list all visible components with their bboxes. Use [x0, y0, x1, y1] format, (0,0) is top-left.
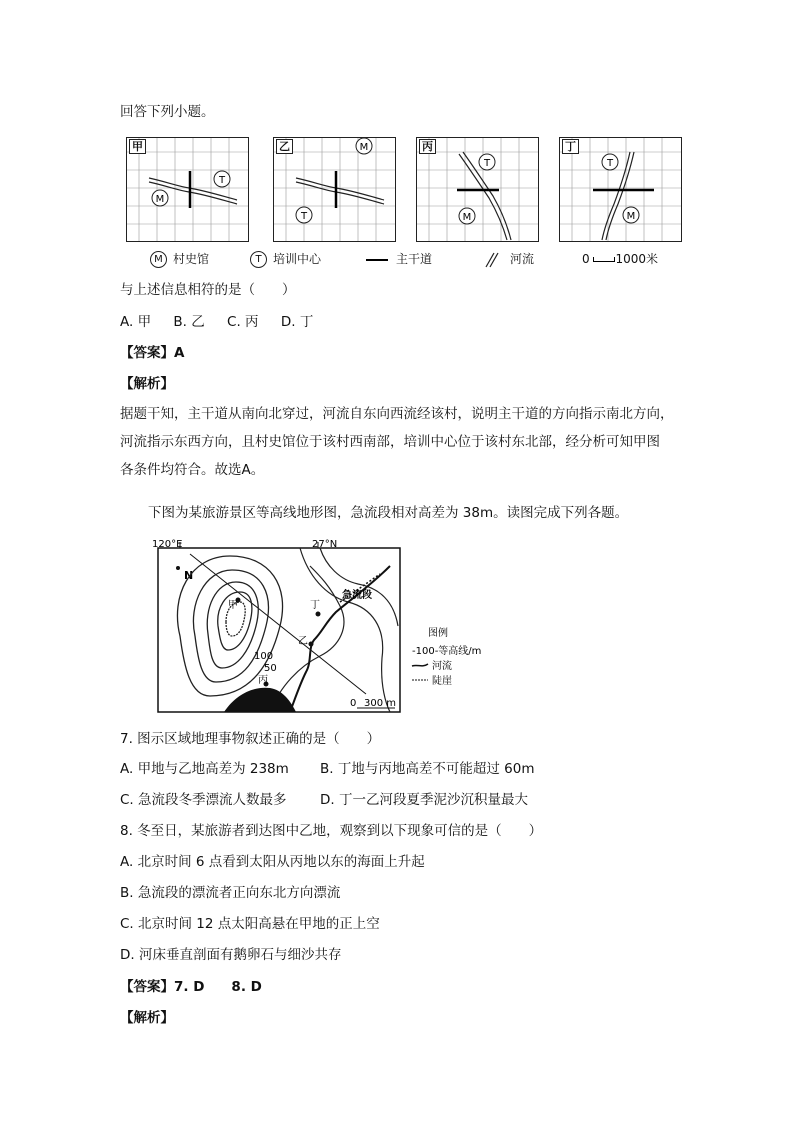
contour-map	[150, 536, 482, 716]
road-symbol	[366, 259, 388, 261]
panel-bing	[416, 137, 539, 242]
map-legend-contour: -100-等高线/m	[412, 646, 482, 657]
q1-analysis-line: 各条件均符合。故选A。	[120, 462, 265, 478]
rapids-label: 急流段	[342, 590, 372, 601]
map-legend-cliff: 陡崖	[432, 676, 452, 687]
svg-text:T: T	[218, 175, 226, 186]
legend-museum-label: 村史馆	[173, 252, 210, 266]
q8-stem: 8. 冬至日，某旅游者到达图中乙地，观察到以下现象可信的是（ ）	[120, 823, 543, 839]
panel-label: 丁	[562, 139, 579, 154]
training-symbol: T	[250, 251, 267, 268]
svg-text:M: M	[155, 194, 165, 205]
q1-option-b: B. 乙	[173, 314, 205, 330]
q1-option-c: C. 丙	[227, 314, 259, 330]
svg-text:M: M	[359, 142, 369, 153]
yi-label: 乙	[298, 636, 308, 647]
lat-label: 27°N	[312, 539, 338, 550]
legend-road-label: 主干道	[396, 252, 433, 266]
q1-option-a: A. 甲	[120, 314, 152, 330]
svg-text:M: M	[462, 212, 472, 223]
jia-label: 甲	[228, 600, 238, 611]
q1-analysis-title: 【解析】	[120, 376, 174, 392]
legend-museum	[150, 250, 209, 268]
passage2: 下图为某旅游景区等高线地形图，急流段相对高差为 38m。读图完成下列各题。	[148, 505, 629, 521]
q1-options	[120, 313, 331, 331]
answer2: 【答案】7. D 8. D	[120, 979, 262, 995]
legend-river	[482, 250, 534, 268]
scale-zero: 0	[582, 252, 590, 266]
map-legend-river: 河流	[432, 661, 452, 672]
bing-label: 丙	[258, 675, 268, 686]
svg-text:T: T	[483, 158, 491, 169]
svg-text:M: M	[626, 211, 636, 222]
map-scale-zero: 0	[350, 698, 357, 709]
q7-option-d: D. 丁一乙河段夏季泥沙沉积量最大	[320, 792, 528, 808]
panel-label: 丙	[419, 139, 436, 154]
q8-option-b: B. 急流段的漂流者正向东北方向漂流	[120, 885, 341, 901]
svg-text:T: T	[300, 211, 308, 222]
q1-analysis	[120, 400, 680, 484]
panel-label: 甲	[129, 139, 146, 154]
north-label: N	[184, 569, 194, 582]
scale-value: 1000米	[615, 252, 659, 266]
q1-option-d: D. 丁	[280, 314, 314, 330]
scale-bar	[593, 257, 615, 262]
q8-option-a: A. 北京时间 6 点看到太阳从丙地以东的海面上升起	[120, 854, 425, 870]
legend-river-label: 河流	[510, 252, 535, 266]
q7-option-c: C. 急流段冬季漂流人数最多	[120, 792, 287, 808]
legend-road	[366, 250, 432, 268]
svg-text:T: T	[606, 158, 614, 169]
q7-stem: 7. 图示区域地理事物叙述正确的是（ ）	[120, 731, 381, 747]
panel-jia	[126, 137, 249, 242]
q1-analysis-line: 据题干知，主干道从南向北穿过，河流自东向西流经该村，说明主干道的方向指示南北方向，	[120, 406, 674, 422]
panel-ding	[559, 137, 682, 242]
panel-label: 乙	[276, 139, 293, 154]
map-scale-value: 300 m	[364, 698, 397, 709]
q8-option-c: C. 北京时间 12 点太阳高悬在甲地的正上空	[120, 916, 380, 932]
ding-label: 丁	[310, 600, 320, 611]
lon-label: 120°E	[152, 539, 183, 550]
museum-symbol: M	[150, 251, 167, 268]
contour-100-label: 100	[254, 651, 274, 662]
map-legend-title: 图例	[428, 628, 448, 639]
analysis2-title: 【解析】	[120, 1010, 174, 1026]
q1-answer: 【答案】A	[120, 345, 185, 361]
q1-analysis-line: 河流指示东西方向，且村史馆位于该村西南部，培训中心位于该村东北部，经分析可知甲图	[120, 434, 660, 450]
river-symbol	[482, 251, 502, 269]
q7-option-a: A. 甲地与乙地高差为 238m	[120, 761, 289, 777]
q7-option-b: B. 丁地与丙地高差不可能超过 60m	[320, 761, 535, 777]
legend-scale	[582, 250, 658, 268]
q1-stem: 与上述信息相符的是（ ）	[120, 282, 296, 298]
panel-yi	[273, 137, 396, 242]
q8-option-d: D. 河床垂直剖面有鹅卵石与细沙共存	[120, 947, 342, 963]
legend-training-label: 培训中心	[273, 252, 322, 266]
legend-training	[250, 250, 321, 268]
contour-50-label: 50	[264, 663, 277, 674]
intro-text: 回答下列小题。	[120, 104, 215, 120]
